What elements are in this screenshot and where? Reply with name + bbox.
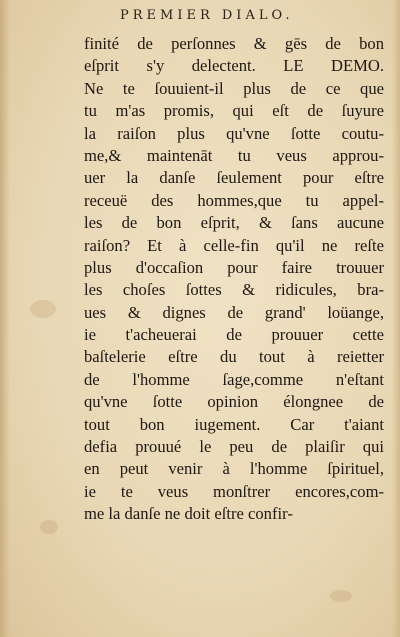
page-right-edge-shadow — [392, 0, 400, 637]
text-line: uer la danſe ſeulement pour eſtre — [84, 168, 384, 188]
text-line: receuë des hommes,que tu appel- — [84, 190, 384, 210]
text-line: ie t'acheuerai de prouuer cette — [84, 325, 384, 345]
running-head: PREMIER DIALO. — [120, 8, 294, 23]
text-line: ie te veus monſtrer encores,com- — [84, 481, 384, 501]
paper-foxing-spot — [330, 590, 352, 602]
text-line: baſtelerie eſtre du tout à reietter — [84, 347, 384, 367]
text-line: raiſon? Et à celle-fin qu'il ne reſte — [84, 235, 384, 255]
text-line: de l'homme ſage,comme n'eſtant — [84, 369, 384, 389]
text-line: me la danſe ne doit eſtre confir- — [84, 504, 293, 524]
text-line: defia prouué le peu de plaiſir qui — [84, 437, 384, 457]
text-line: eſprit s'y delectent. LE DEMO. — [84, 56, 384, 76]
text-line: me,& maintenāt tu veus approu- — [84, 145, 384, 165]
text-line: en peut venir à l'homme ſpirituel, — [84, 459, 384, 479]
text-line: Ne te ſouuient-il plus de ce que — [84, 78, 384, 98]
text-line: finité de perſonnes & gēs de bon — [84, 34, 384, 53]
text-line: les de bon eſprit, & ſans aucune — [84, 213, 384, 233]
paper-foxing-spot — [30, 300, 56, 318]
text-line: qu'vne ſotte opinion élongnee de — [84, 392, 384, 412]
text-line: plus d'occaſion pour faire trouuer — [84, 257, 384, 277]
page-left-edge-shadow — [0, 0, 10, 637]
text-line: la raiſon plus qu'vne ſotte coutu- — [84, 123, 384, 143]
paper-foxing-spot — [40, 520, 58, 534]
text-line: les choſes ſottes & ridicules, bra- — [84, 280, 384, 300]
text-line: ues & dignes de grand' loüange, — [84, 302, 384, 322]
body-text — [84, 33, 384, 526]
text-line: tu m'as promis, qui eſt de ſuyure — [84, 101, 384, 121]
text-line: tout bon iugement. Car t'aiant — [84, 414, 384, 434]
